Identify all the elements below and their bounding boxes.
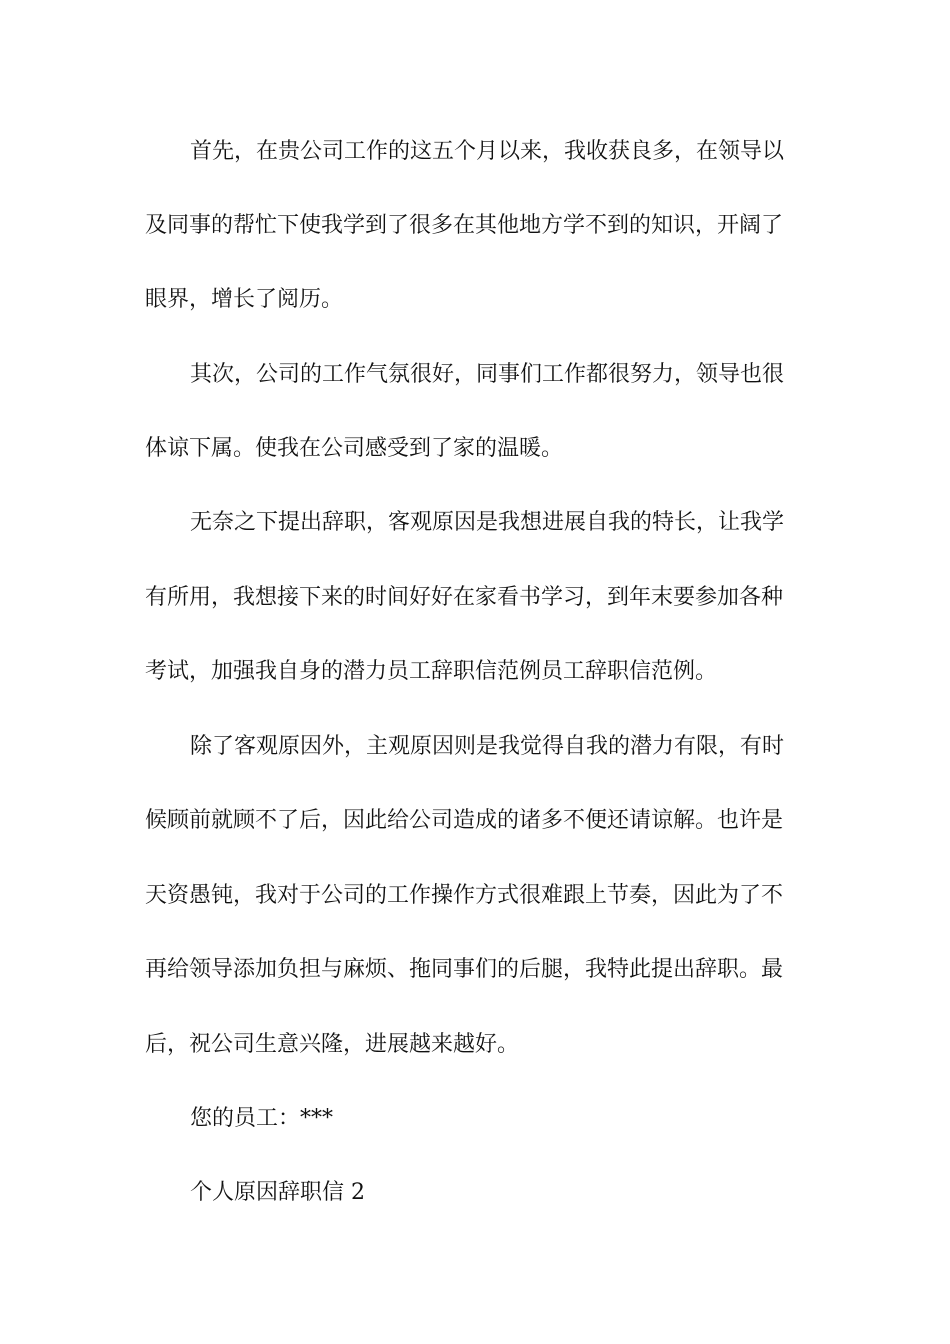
paragraph-1-line-3: 眼界，增长了阅历。 <box>145 287 344 312</box>
paragraph-4-line-5: 后，祝公司生意兴隆，进展越来越好。 <box>145 1032 520 1057</box>
paragraph-3-line-3: 考试，加强我自身的潜力员工辞职信范例员工辞职信范例。 <box>145 659 718 684</box>
paragraph-3-line-1: 无奈之下提出辞职，客观原因是我想进展自我的特长，让我学 <box>190 510 785 535</box>
paragraph-1-line-2: 及同事的帮忙下使我学到了很多在其他地方学不到的知识，开阔了 <box>145 213 784 238</box>
section-heading: 个人原因辞职信 2 <box>190 1180 365 1205</box>
paragraph-4-line-3: 天资愚钝，我对于公司的工作操作方式很难跟上节奏，因此为了不 <box>145 883 784 908</box>
paragraph-4-line-1: 除了客观原因外，主观原因则是我觉得自我的潜力有限，有时 <box>190 734 785 759</box>
paragraph-4-line-4: 再给领导添加负担与麻烦、拖同事们的后腿，我特此提出辞职。最 <box>145 957 784 982</box>
paragraph-2-line-2: 体谅下属。使我在公司感受到了家的温暖。 <box>145 436 564 461</box>
paragraph-4-line-2: 候顾前就顾不了后，因此给公司造成的诸多不便还请谅解。也许是 <box>145 808 784 833</box>
paragraph-1-line-1: 首先，在贵公司工作的这五个月以来，我收获良多，在领导以 <box>190 139 785 164</box>
paragraph-3-line-2: 有所用，我想接下来的时间好好在家看书学习，到年末要参加各种 <box>145 585 784 610</box>
paragraph-2-line-1: 其次，公司的工作气氛很好，同事们工作都很努力，领导也很 <box>190 362 785 387</box>
signature-line: 您的员工：*** <box>190 1106 334 1131</box>
